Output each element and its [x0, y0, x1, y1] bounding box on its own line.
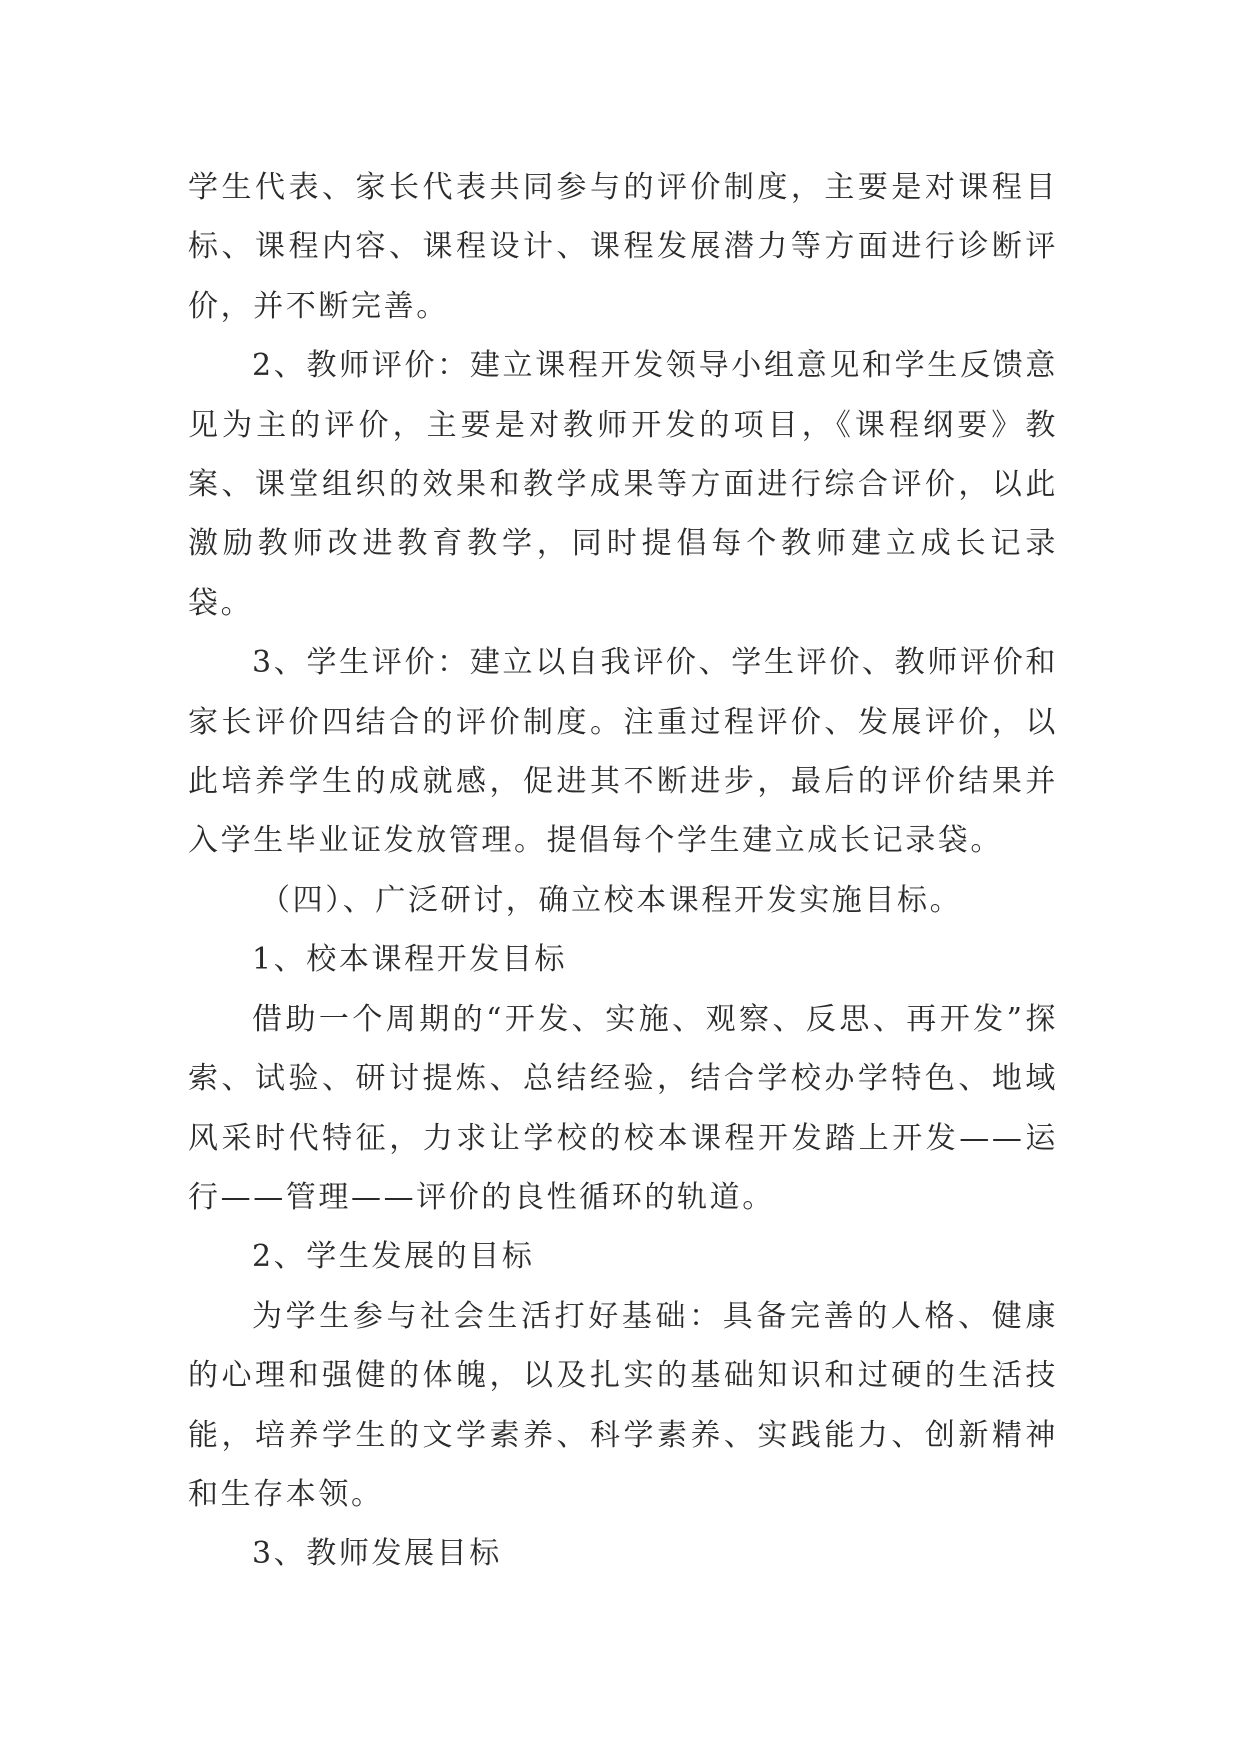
- paragraph-evaluation-system-continued: 学生代表、家长代表共同参与的评价制度，主要是对课程目标、课程内容、课程设计、课程发展潜力等方面进行诊断评价，并不断完善。: [188, 170, 1058, 324]
- subheading-teacher-development-goal: 3、教师发展目标: [252, 1536, 502, 1572]
- paragraph-teacher-evaluation: 2、教师评价：建立课程开发领导小组意见和学生反馈意见为主的评价，主要是对教师开发的项目，《课程纲要》教案、课堂组织的效果和教学成果等方面进行综合评价，以此激励教师改进教育教学，同时提倡每个教师建立成长记录袋。: [188, 348, 1058, 621]
- paragraph-student-development-goal: 为学生参与社会生活打好基础：具备完善的人格、健康的心理和强健的体魄，以及扎实的基础知识和过硬的生活技能，培养学生的文学素养、科学素养、实践能力、创新精神和生存本领。: [188, 1298, 1058, 1512]
- subheading-student-development-goal: 2、学生发展的目标: [252, 1239, 535, 1275]
- section-heading-four: （四）、广泛研讨，确立校本课程开发实施目标。: [260, 882, 963, 918]
- document-body: [188, 158, 1058, 1584]
- paragraph-course-development-goal: 借助一个周期的“开发、实施、观察、反思、再开发”探索、试验、研讨提炼、总结经验，结合学校办学特色、地域风采时代特征，力求让学校的校本课程开发踏上开发——运行——管理——评价的良性循环的轨道。: [188, 1001, 1058, 1215]
- paragraph-student-evaluation: 3、学生评价：建立以自我评价、学生评价、教师评价和家长评价四结合的评价制度。注重过程评价、发展评价，以此培养学生的成就感，促进其不断进步，最后的评价结果并入学生毕业证发放管理。提倡每个学生建立成长记录袋。: [188, 645, 1058, 859]
- subheading-course-development-goal: 1、校本课程开发目标: [252, 942, 568, 978]
